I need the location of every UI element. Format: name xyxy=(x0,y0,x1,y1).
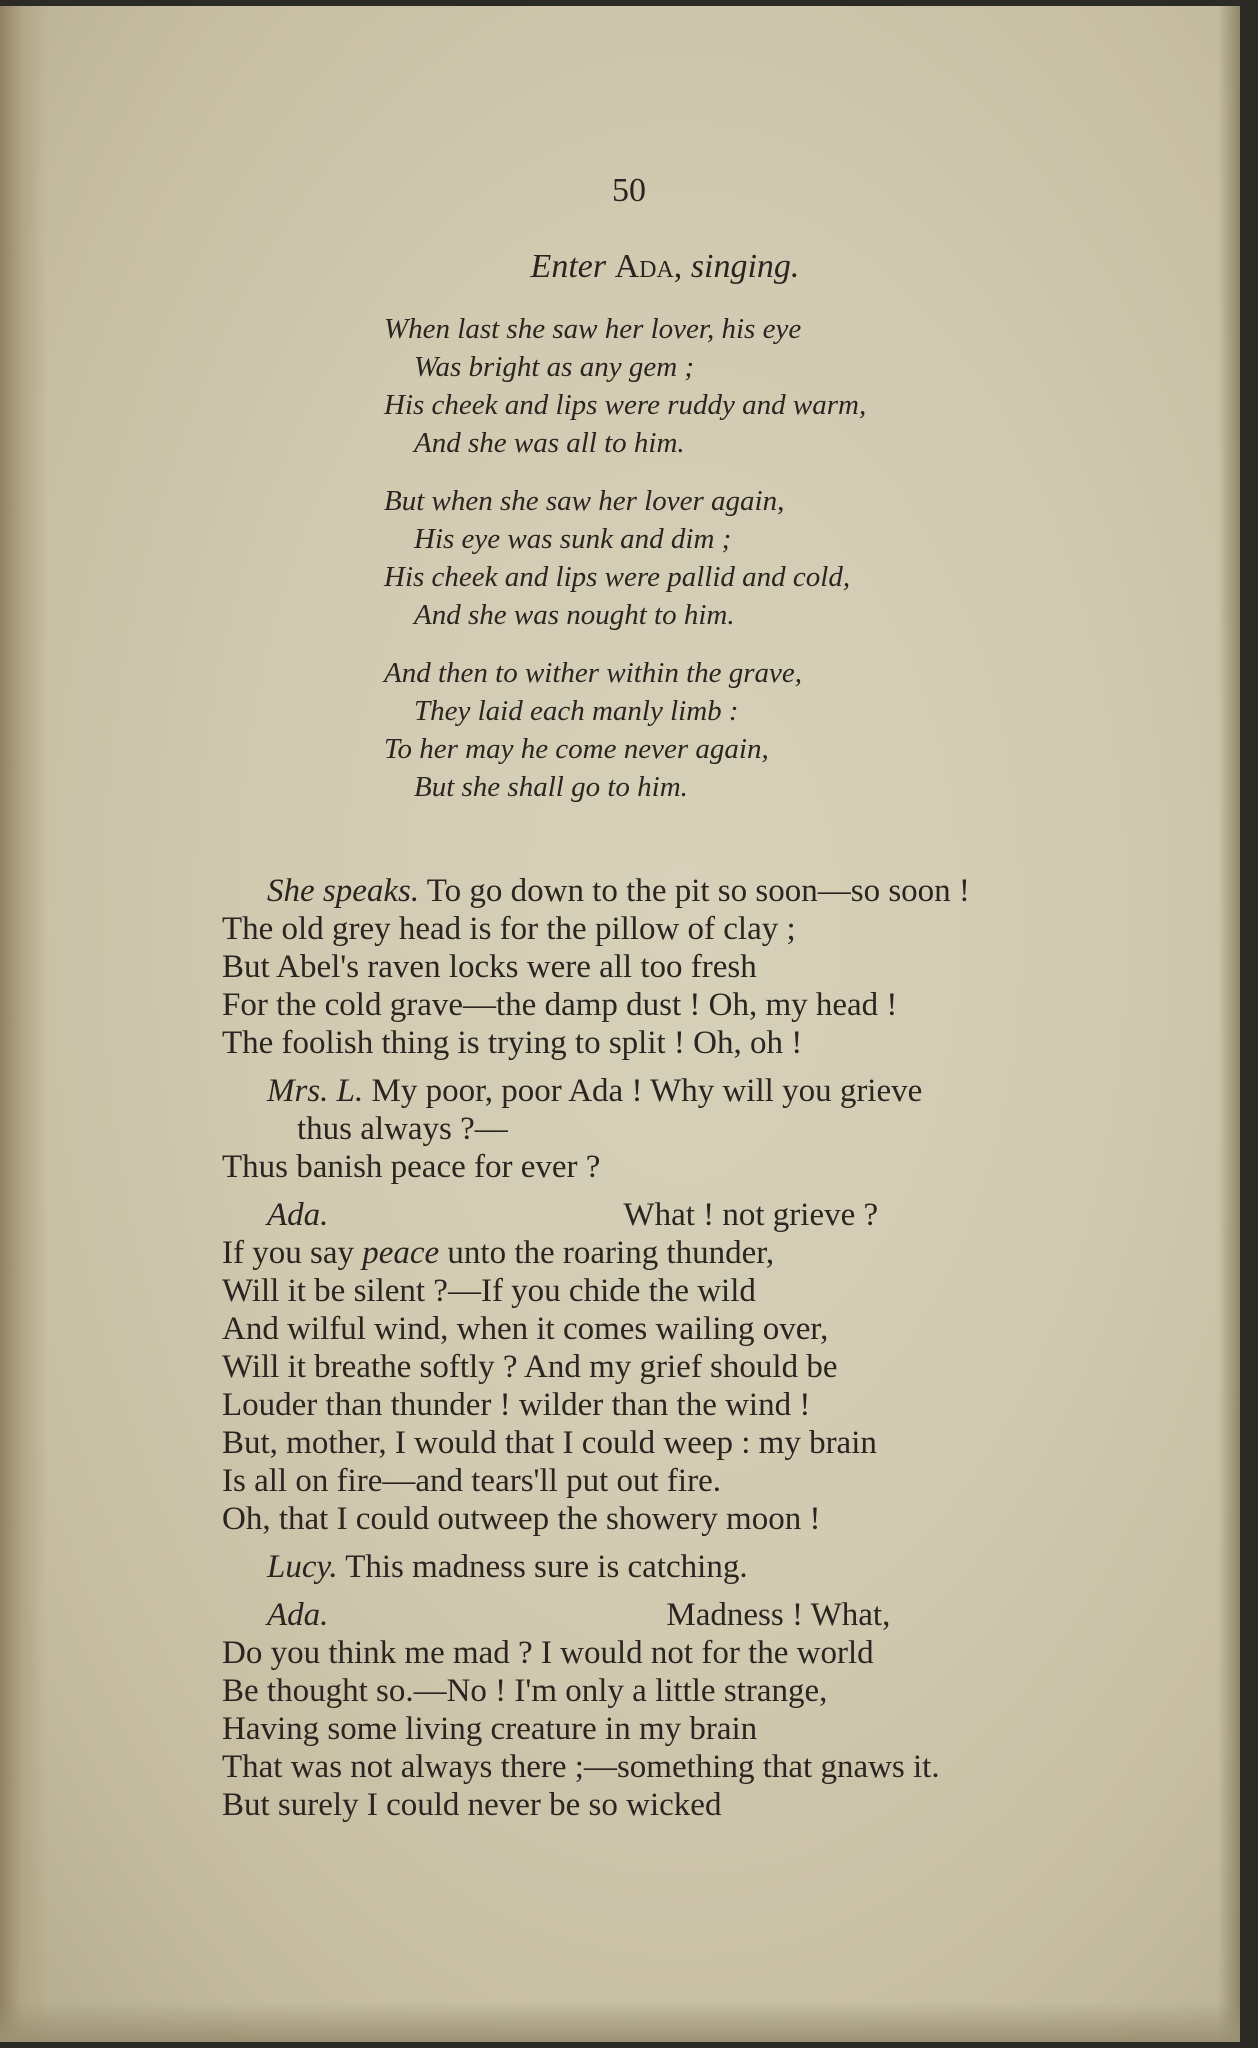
song-line: But when she saw her lover again, xyxy=(384,485,785,517)
dialogue-line: But, mother, I would that I could weep : my brain xyxy=(222,1425,877,1461)
dialogue-line xyxy=(222,1234,1122,1272)
stage-enter: Enter xyxy=(530,248,607,285)
song-stanza xyxy=(384,654,866,806)
song-line: And then to wither within the grave, xyxy=(384,657,803,689)
speech-emphasis: peace xyxy=(362,1235,440,1271)
speech-text: This madness sure is catching. xyxy=(345,1549,748,1585)
song-line: Was bright as any gem ; xyxy=(414,351,695,383)
speech-text: Madness ! What, xyxy=(666,1597,891,1633)
dialogue-line: But Abel's raven locks were all too fresh xyxy=(222,949,757,985)
speech-text: My poor, poor Ada ! Why will you grieve xyxy=(371,1073,923,1109)
dialogue-line: But surely I could never be so wicked xyxy=(222,1787,722,1823)
speaker-name: Mrs. L. xyxy=(267,1073,364,1109)
song-line: To her may he come never again, xyxy=(384,733,769,765)
speaker-name: Ada. xyxy=(267,1197,329,1233)
stage-action: singing. xyxy=(690,248,800,285)
song-line: And she was nought to him. xyxy=(414,599,735,631)
dialogue-line xyxy=(222,1548,1122,1586)
dialogue-line: The old grey head is for the pillow of clay ; xyxy=(222,911,796,947)
speech-text: If you say xyxy=(222,1235,363,1271)
song-stanza xyxy=(384,310,866,462)
dialogue-line xyxy=(222,1072,1122,1110)
speech-text: What ! not grieve ? xyxy=(623,1197,879,1233)
page-number: 50 xyxy=(612,172,646,209)
speaker-name: Lucy. xyxy=(267,1549,338,1585)
song-line: But she shall go to him. xyxy=(414,771,688,803)
speech-text: unto the roaring thunder, xyxy=(439,1235,775,1271)
song-line: They laid each manly limb : xyxy=(414,695,739,727)
stage-character-name: Ada, xyxy=(614,248,683,285)
dialogue-line: Will it breathe softly ? And my grief should be xyxy=(222,1349,838,1385)
dialogue-line: Oh, that I could outweep the showery moon ! xyxy=(222,1501,821,1537)
speech-text: To go down to the pit so soon—so soon ! xyxy=(426,873,970,909)
dialogue-line: Do you think me mad ? I would not for the world xyxy=(222,1635,874,1671)
dialogue-line: Will it be silent ?—If you chide the wild xyxy=(222,1273,756,1309)
song-line: His cheek and lips were ruddy and warm, xyxy=(384,389,867,421)
dialogue-line: And wilful wind, when it comes wailing over, xyxy=(222,1311,829,1347)
dialogue-line xyxy=(222,1596,1122,1634)
speaker-name: Ada. xyxy=(267,1597,329,1633)
page-bottom-shadow xyxy=(0,2002,1240,2042)
dialogue-line xyxy=(222,1196,1122,1234)
song-line: His cheek and lips were pallid and cold, xyxy=(384,561,851,593)
speaker-name: She speaks. xyxy=(267,873,420,909)
dialogue xyxy=(222,872,1122,1824)
dialogue-line: That was not always there ;—something that gnaws it. xyxy=(222,1749,940,1785)
dialogue-line: For the cold grave—the damp dust ! Oh, my head ! xyxy=(222,987,898,1023)
dialogue-line: Thus banish peace for ever ? xyxy=(222,1149,601,1185)
dialogue-line: Louder than thunder ! wilder than the wind ! xyxy=(222,1387,811,1423)
stage-direction xyxy=(0,248,1258,286)
song-line: His eye was sunk and dim ; xyxy=(414,523,732,555)
page-spine-shadow xyxy=(0,6,48,2042)
page-edge-shadow xyxy=(1218,6,1240,2042)
song-line: When last she saw her lover, his eye xyxy=(384,313,802,345)
dialogue-line: Be thought so.—No ! I'm only a little strange, xyxy=(222,1673,828,1709)
dialogue-line: Having some living creature in my brain xyxy=(222,1711,758,1747)
dialogue-line: thus always ?— xyxy=(297,1111,508,1147)
dialogue-line: Is all on fire—and tears'll put out fire. xyxy=(222,1463,721,1499)
song xyxy=(384,310,866,826)
song-line: And she was all to him. xyxy=(414,427,685,459)
dialogue-line: The foolish thing is trying to split ! Oh, oh ! xyxy=(222,1025,803,1061)
dialogue-line xyxy=(222,872,1122,910)
song-stanza xyxy=(384,482,866,634)
